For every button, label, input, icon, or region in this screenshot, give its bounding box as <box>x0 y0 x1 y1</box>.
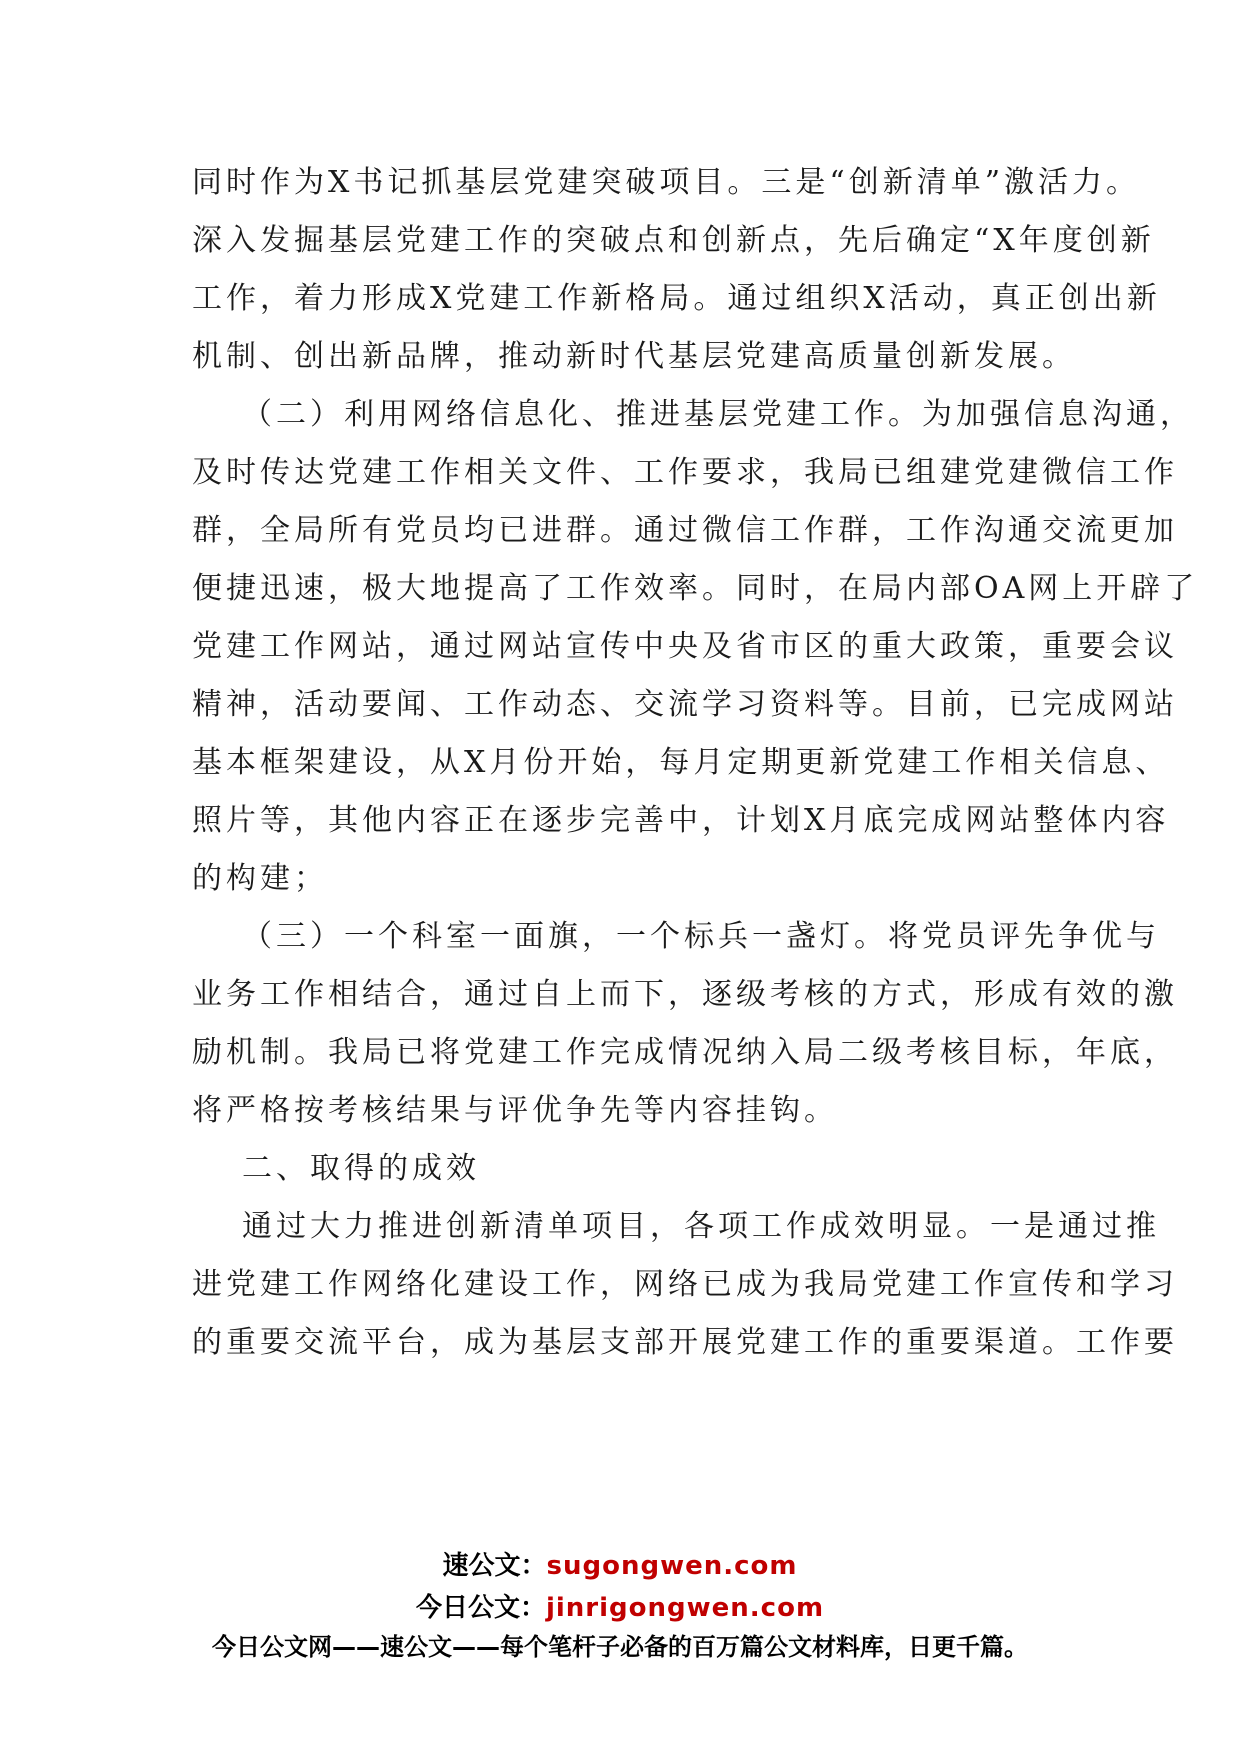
footer-slogan: 今日公文网——速公文——每个笔杆子必备的百万篇公文材料库，日更千篇。 <box>212 1633 1028 1661</box>
body-line-6: 及时传达党建工作相关文件、工作要求，我局已组建党建微信工作 <box>192 455 1178 490</box>
jinrigongwen-link[interactable]: jinrigongwen.com <box>545 1593 825 1623</box>
body-line-19: 通过大力推进创新清单项目，各项工作成效明显。一是通过推 <box>242 1209 1160 1244</box>
footer-sugongwen-label: 速公文： <box>442 1551 547 1581</box>
body-line-12: 照片等，其他内容正在逐步完善中，计划X月底完成网站整体内容 <box>192 803 1170 838</box>
section-heading-2: （二）利用网络信息化、推进基层党建工作。为加强信息沟通， <box>242 397 1194 432</box>
body-line-15: 业务工作相结合，通过自上而下，逐级考核的方式，形成有效的激 <box>192 977 1178 1012</box>
body-line-3: 工作，着力形成X党建工作新格局。通过组织X活动，真正创出新 <box>192 281 1161 316</box>
body-line-10: 精神，活动要闻、工作动态、交流学习资料等。目前，已完成网站 <box>192 687 1178 722</box>
footer-sugongwen <box>0 1548 1240 1584</box>
body-line-11: 基本框架建设，从X月份开始，每月定期更新党建工作相关信息、 <box>192 745 1170 780</box>
body-line-8: 便捷迅速，极大地提高了工作效率。同时，在局内部OA网上开辟了 <box>192 571 1199 606</box>
section-heading-3: （三）一个科室一面旗，一个标兵一盏灯。将党员评先争优与 <box>242 919 1160 954</box>
body-line-7: 群，全局所有党员均已进群。通过微信工作群，工作沟通交流更加 <box>192 513 1178 548</box>
body-line-16: 励机制。我局已将党建工作完成情况纳入局二级考核目标，年底， <box>192 1035 1178 1070</box>
body-line-20: 进党建工作网络化建设工作，网络已成为我局党建工作宣传和学习 <box>192 1267 1178 1302</box>
body-line-2: 深入发掘基层党建工作的突破点和创新点，先后确定“X年度创新 <box>192 223 1155 258</box>
footer-jinrigongwen <box>0 1590 1240 1626</box>
body-line-4: 机制、创出新品牌，推动新时代基层党建高质量创新发展。 <box>192 339 1076 374</box>
body-line-13: 的构建； <box>192 861 328 896</box>
chapter-heading: 二、取得的成效 <box>242 1151 480 1186</box>
footer-jinrigongwen-label: 今日公文： <box>415 1593 546 1623</box>
body-line-21: 的重要交流平台，成为基层支部开展党建工作的重要渠道。工作要 <box>192 1325 1178 1360</box>
body-line-1: 同时作为X书记抓基层党建突破项目。三是“创新清单”激活力。 <box>192 165 1141 200</box>
body-line-9: 党建工作网站，通过网站宣传中央及省市区的重大政策，重要会议 <box>192 629 1178 664</box>
sugongwen-link[interactable]: sugongwen.com <box>546 1551 798 1581</box>
body-line-17: 将严格按考核结果与评优争先等内容挂钩。 <box>192 1093 838 1128</box>
